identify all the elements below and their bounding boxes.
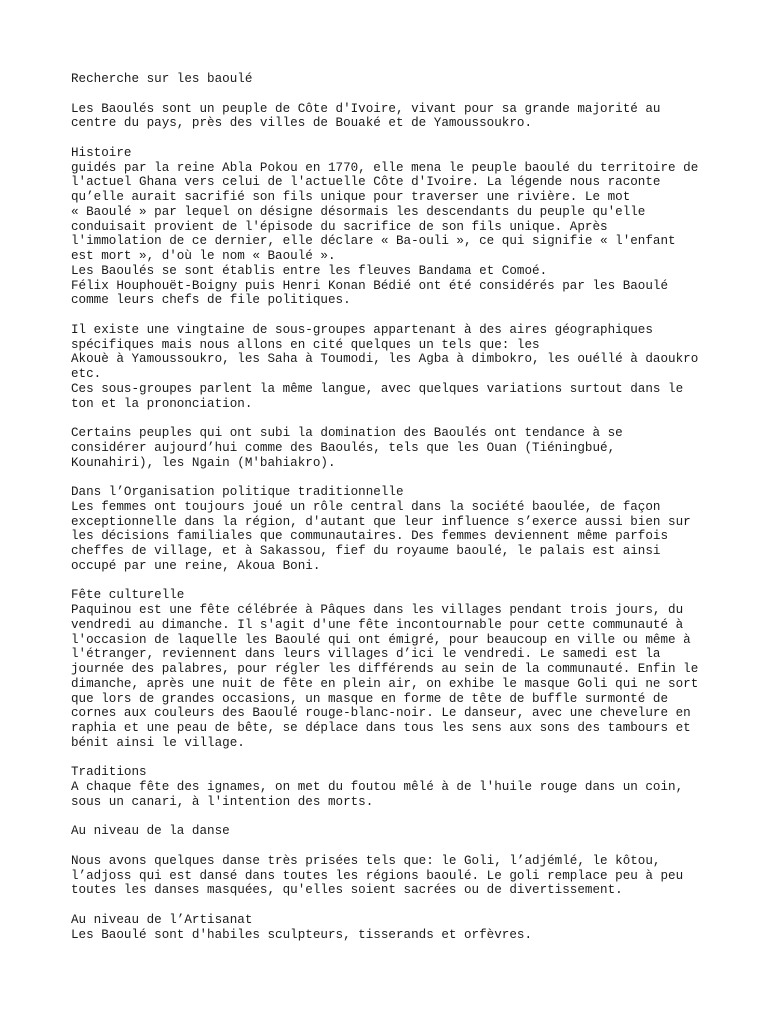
histoire-line: « Baoulé » par lequel on désigne désormais les descendants du peuple qu'elle bbox=[71, 204, 646, 219]
intro-paragraph bbox=[71, 102, 711, 132]
histoire-line: guidés par la reine Abla Pokou en 1770, elle mena le peuple baoulé du territoire de bbox=[71, 160, 699, 175]
danse-heading-block bbox=[71, 824, 711, 839]
peuples-line: Kounahiri), les Ngain (M'bahiakro). bbox=[71, 455, 336, 470]
histoire-line: est mort », d'où le nom « Baoulé ». bbox=[71, 249, 336, 263]
traditions-line: sous un canari, à l'intention des morts. bbox=[71, 794, 374, 809]
sous-groupes-line: etc. bbox=[71, 367, 102, 381]
danse-line: l’adjoss qui est dansé dans toutes les régions baoulé. Le goli remplace peu à peu bbox=[71, 868, 684, 883]
fete-line: cornes aux couleurs des Baoulé rouge-blanc-noir. Le danseur, avec une chevelure en bbox=[71, 706, 691, 721]
organisation-heading: Dans l’Organisation politique traditionnelle bbox=[71, 485, 404, 499]
fete-line: Paquinou est une fête célébrée à Pâques dans les villages pendant trois jours, du bbox=[71, 603, 684, 617]
danse-line: Nous avons quelques danse très prisées tels que: le Goli, l’adjémlé, le kôtou, bbox=[71, 853, 661, 868]
fete-line: que lors de grandes occasions, un masque en forme de tête de buffle surmonté de bbox=[71, 691, 669, 706]
traditions-section bbox=[71, 765, 711, 809]
document-page bbox=[71, 72, 711, 957]
sous-groupes-line: spécifiques mais nous allons en cité quelques un tels que: les bbox=[71, 337, 540, 352]
peuples-line: Certains peuples qui ont subi la domination des Baoulés ont tendance à se bbox=[71, 426, 623, 440]
intro-line: centre du pays, près des villes de Bouaké et de Yamoussoukro. bbox=[71, 116, 533, 131]
sous-groupes-line: ton et la prononciation. bbox=[71, 396, 253, 411]
peuples-paragraph bbox=[71, 426, 711, 470]
fete-line: bénit ainsi le village. bbox=[71, 735, 245, 750]
danse-line: toutes les danses masquées, qu'elles soient sacrées ou de divertissement. bbox=[71, 883, 623, 898]
histoire-line: Félix Houphouët-Boigny puis Henri Konan Bédié ont été considérés par les Baoulé bbox=[71, 278, 669, 293]
fete-line: l'étranger, reviennent dans leurs villages d’ici le vendredi. Le samedi est la bbox=[71, 647, 661, 662]
fete-line: vendredi au dimanche. Il s'agit d'une fête incontournable pour cette communauté à bbox=[71, 617, 684, 632]
organisation-line: occupé par une reine, Akoua Boni. bbox=[71, 558, 321, 573]
histoire-section bbox=[71, 146, 711, 308]
histoire-line: Les Baoulés se sont établis entre les fleuves Bandama et Comoé. bbox=[71, 263, 548, 278]
histoire-line: qu’elle aurait sacrifié son fils unique pour traverser une rivière. Le mot bbox=[71, 190, 631, 204]
organisation-line: Les femmes ont toujours joué un rôle central dans la société baoulée, de façon bbox=[71, 499, 661, 514]
artisanat-heading: Au niveau de l’Artisanat bbox=[71, 912, 253, 927]
traditions-line: A chaque fête des ignames, on met du foutou mêlé à de l'huile rouge dans un coin, bbox=[71, 780, 684, 794]
sous-groupes-paragraph bbox=[71, 323, 711, 412]
organisation-line: exceptionnelle dans la région, d'autant que leur influence s’exerce aussi bien sur bbox=[71, 514, 691, 529]
danse-paragraph bbox=[71, 854, 711, 898]
traditions-heading: Traditions bbox=[71, 765, 147, 780]
intro-line: Les Baoulés sont un peuple de Côte d'Ivoire, vivant pour sa grande majorité au bbox=[71, 101, 661, 116]
organisation-section bbox=[71, 485, 711, 574]
histoire-line: l'actuel Ghana vers celui de l'actuelle Côte d'Ivoire. La légende nous raconte bbox=[71, 175, 661, 190]
fete-line: dimanche, après une nuit de fête en plein air, on exhibe le masque Goli qui ne sort bbox=[71, 676, 699, 691]
sous-groupes-line: Il existe une vingtaine de sous-groupes appartenant à des aires géographiques bbox=[71, 322, 653, 337]
histoire-line: comme leurs chefs de file politiques. bbox=[71, 293, 351, 308]
document-title-block bbox=[71, 72, 711, 87]
artisanat-section bbox=[71, 913, 711, 943]
histoire-line: conduisait provient de l'épisode du sacrifice de son fils unique. Après bbox=[71, 219, 608, 234]
danse-heading: Au niveau de la danse bbox=[71, 824, 230, 839]
sous-groupes-line: Ces sous-groupes parlent la même langue, avec quelques variations surtout dans le bbox=[71, 381, 684, 396]
histoire-line: l'immolation de ce dernier, elle déclare « Ba-ouli », ce qui signifie « l'enfant bbox=[71, 234, 676, 249]
histoire-heading: Histoire bbox=[71, 145, 132, 160]
fete-line: l'occasion de laquelle les Baoulé qui ont émigré, pour beaucoup en ville ou même à bbox=[71, 632, 691, 647]
fete-line: raphia et une peau de bête, se déplace dans tous les sens aux sons des tambours et bbox=[71, 721, 691, 735]
artisanat-line: Les Baoulé sont d'habiles sculpteurs, tisserands et orfèvres. bbox=[71, 927, 533, 942]
organisation-line: les décisions familiales que communautaires. Des femmes deviennent même parfois bbox=[71, 529, 669, 544]
fete-line: journée des palabres, pour régler les différends au sein de la communauté. Enfin le bbox=[71, 662, 699, 676]
peuples-line: considérer aujourd’hui comme des Baoulés, tels que les Ouan (Tiéningbué, bbox=[71, 440, 616, 455]
fete-heading: Fête culturelle bbox=[71, 588, 185, 603]
sous-groupes-line: Akouè à Yamoussoukro, les Saha à Toumodi, les Agba à dimbokro, les ouéllé à daoukro bbox=[71, 352, 699, 367]
organisation-line: cheffes de village, et à Sakassou, fief du royaume baoulé, le palais est ainsi bbox=[71, 544, 661, 558]
document-title: Recherche sur les baoulé bbox=[71, 72, 253, 86]
fete-section bbox=[71, 588, 711, 750]
